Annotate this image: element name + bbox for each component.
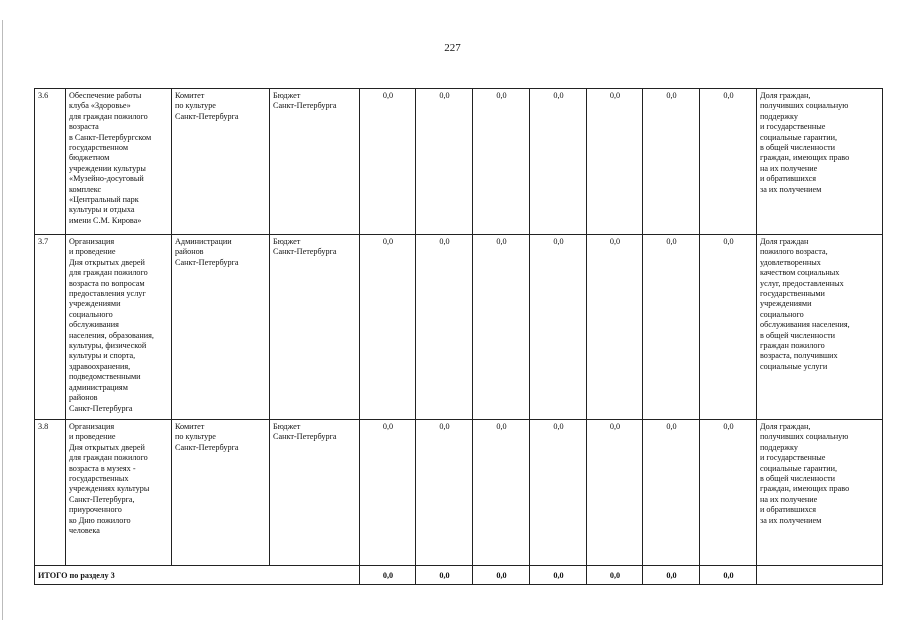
row-number: 3.6 — [35, 89, 66, 235]
value-cell: 0,0 — [360, 89, 416, 235]
total-value-cell: 0,0 — [360, 566, 416, 585]
total-empty-cell — [757, 566, 883, 585]
value-cell: 0,0 — [643, 420, 700, 566]
total-row — [35, 566, 883, 585]
total-value-cell: 0,0 — [587, 566, 643, 585]
total-value-cell: 0,0 — [643, 566, 700, 585]
value-cell: 0,0 — [416, 235, 473, 420]
indicator-cell: Доля граждан, получивших социальную поддержку и государственные социальные гарантии, в общей численности граждан, имеющих право на их получение и обратившихся за их получением — [757, 89, 883, 235]
executor-cell: Администрации районов Санкт-Петербурга — [172, 235, 270, 420]
value-cell: 0,0 — [416, 420, 473, 566]
value-cell: 0,0 — [530, 235, 587, 420]
total-value-cell: 0,0 — [530, 566, 587, 585]
value-cell: 0,0 — [530, 420, 587, 566]
value-cell: 0,0 — [587, 235, 643, 420]
value-cell: 0,0 — [700, 235, 757, 420]
table-row — [35, 235, 883, 420]
scan-edge-line — [2, 20, 3, 620]
value-cell: 0,0 — [530, 89, 587, 235]
funding-source-cell: Бюджет Санкт-Петербурга — [270, 89, 360, 235]
total-value-cell: 0,0 — [416, 566, 473, 585]
table-row — [35, 420, 883, 566]
indicator-cell: Доля граждан, получивших социальную поддержку и государственные социальные гарантии, в общей численности граждан, имеющих право на их получение и обратившихся за их получением — [757, 420, 883, 566]
row-number: 3.7 — [35, 235, 66, 420]
value-cell: 0,0 — [416, 89, 473, 235]
indicator-cell: Доля граждан пожилого возраста, удовлетворенных качеством социальных услуг, предоставленных государственными учреждениями социального обслуживания населения, в общей численности граждан пожилого возраста, получивших социальные услуги — [757, 235, 883, 420]
value-cell: 0,0 — [700, 420, 757, 566]
value-cell: 0,0 — [643, 89, 700, 235]
value-cell: 0,0 — [473, 235, 530, 420]
table-row — [35, 89, 883, 235]
executor-cell: Комитет по культуре Санкт-Петербурга — [172, 420, 270, 566]
value-cell: 0,0 — [360, 235, 416, 420]
program-table — [34, 88, 883, 585]
event-cell: Обеспечение работы клуба «Здоровье» для граждан пожилого возраста в Санкт-Петербургском государственном бюджетном учреждении культуры «Музейно-досуговый комплекс «Центральный парк культуры и отдыха имени С.М. Кирова» — [66, 89, 172, 235]
page-number: 227 — [444, 42, 461, 54]
executor-cell: Комитет по культуре Санкт-Петербурга — [172, 89, 270, 235]
value-cell: 0,0 — [700, 89, 757, 235]
value-cell: 0,0 — [587, 89, 643, 235]
value-cell: 0,0 — [360, 420, 416, 566]
funding-source-cell: Бюджет Санкт-Петербурга — [270, 420, 360, 566]
event-cell: Организация и проведение Дня открытых дверей для граждан пожилого возраста в музеях - государственных учреждениях культуры Санкт-Петербурга, приуроченного ко Дню пожилого человека — [66, 420, 172, 566]
total-value-cell: 0,0 — [700, 566, 757, 585]
funding-source-cell: Бюджет Санкт-Петербурга — [270, 235, 360, 420]
event-cell: Организация и проведение Дня открытых дверей для граждан пожилого возраста по вопросам предоставления услуг учреждениями социального обслуживания населения, образования, культуры, физической культуры и спорта, здравоохранения, подведомственными администрациям районов Санкт-Петербурга — [66, 235, 172, 420]
value-cell: 0,0 — [473, 89, 530, 235]
row-number: 3.8 — [35, 420, 66, 566]
total-label: ИТОГО по разделу 3 — [35, 566, 360, 585]
value-cell: 0,0 — [473, 420, 530, 566]
value-cell: 0,0 — [643, 235, 700, 420]
value-cell: 0,0 — [587, 420, 643, 566]
total-value-cell: 0,0 — [473, 566, 530, 585]
